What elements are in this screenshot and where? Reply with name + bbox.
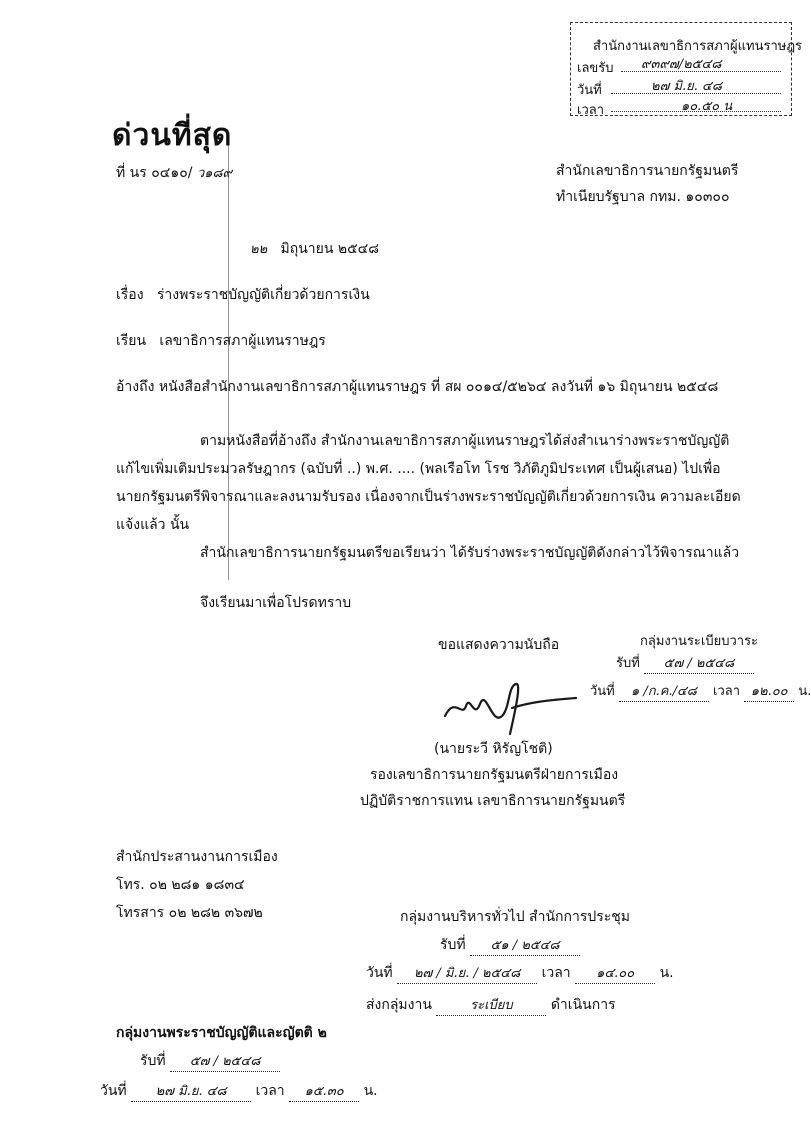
reference-line: อ้างถึง หนังสือสำนักงานเลขาธิการสภาผู้แทนราษฎร ที่ สผ ๐๐๑๔/๕๒๖๔ ลงวันที่ ๑๖ มิถุนายน ๒๕๔๘ <box>116 379 719 395</box>
admin-forward <box>366 994 616 1016</box>
subject-line: เรื่อง ร่างพระราชบัญญัติเกี่ยวด้วยการเงิน <box>116 287 370 303</box>
body-p3: จึงเรียนมาเพื่อโปรดทราบ <box>200 595 352 611</box>
bill-date <box>100 1080 378 1102</box>
letter-date <box>250 238 379 260</box>
registry-no-value: ๕๗ / ๒๕๔๘ <box>644 652 754 674</box>
stamp-time-label: เวลา <box>577 103 605 118</box>
registry-time-value: ๑๒.๐๐ <box>744 680 794 702</box>
body-p1-line1: ตามหนังสือที่อ้างถึง สำนักงานเลขาธิการสภาผู้แทนราษฎรได้ส่งสำเนาร่างพระราชบัญญัติ <box>200 433 730 449</box>
signer-name: (นายระวี หิรัญโชติ) <box>434 741 553 757</box>
body-p1-line2: แก้ไขเพิ่มเติมประมวลรัษฎากร (ฉบับที่ ..) พ.ศ. .... (พลเรือโท โรช วิภัติภูมิประเทศ เป็นผู้เสนอ) ไปเพื่อ <box>116 461 721 477</box>
bill-no-label: รับที่ <box>140 1053 166 1069</box>
ref-number-hand: ว๑๘๙ <box>196 166 233 181</box>
admin-forward-value: ระเบียบ <box>436 994 546 1016</box>
admin-forward-label: ส่งกลุ่มงาน <box>366 997 432 1013</box>
sender-line1: สำนักเลขาธิการนายกรัฐมนตรี <box>556 163 739 179</box>
registry-date <box>590 680 811 702</box>
bill-no-value: ๕๗ / ๒๕๔๘ <box>170 1050 280 1072</box>
body-p1-line4: แจ้งแล้ว นั้น <box>116 517 190 533</box>
stamp-date-label: วันที่ <box>577 83 602 98</box>
admin-forward-suffix: ดำเนินการ <box>550 997 616 1013</box>
body-p2: สำนักเลขาธิการนายกรัฐมนตรีขอเรียนว่า ได้รับร่างพระราชบัญญัติดังกล่าวไว้พิจารณาแล้ว <box>200 545 740 561</box>
registry-title: กลุ่มงานระเบียบวาระ <box>640 634 759 649</box>
closing: ขอแสดงความนับถือ <box>438 637 560 653</box>
bill-no <box>140 1050 280 1072</box>
admin-no <box>440 934 580 956</box>
admin-title: กลุ่มงานบริหารทั่วไป สำนักการประชุม <box>400 909 631 925</box>
fold-line <box>228 140 229 580</box>
ref-number <box>116 162 232 184</box>
stamp-no-label: เลขรับ <box>577 61 614 76</box>
date-day: ๒๒ <box>250 242 268 257</box>
signature <box>440 676 580 736</box>
stamp-office: สำนักงานเลขาธิการสภาผู้แทนราษฎร <box>593 39 803 54</box>
bill-time-label: เวลา <box>255 1083 285 1099</box>
bill-time-suffix: น. <box>363 1083 378 1099</box>
contact-office: สำนักประสานงานการเมือง <box>116 849 278 865</box>
admin-date-value: ๒๗ / มิ.ย. / ๒๕๔๘ <box>397 962 537 984</box>
admin-no-value: ๕๑ / ๒๕๔๘ <box>470 934 580 956</box>
signer-position2: ปฏิบัติราชการแทน เลขาธิการนายกรัฐมนตรี <box>360 793 626 809</box>
registry-date-value: ๑ /ก.ค./๔๘ <box>619 680 709 702</box>
admin-time-value: ๑๔.๐๐ <box>575 962 655 984</box>
bill-title: กลุ่มงานพระราชบัญญัติและญัตติ ๒ <box>116 1025 327 1041</box>
stamp-time-value: ๑๐.๕๐ น <box>681 99 733 114</box>
ref-number-text: ที่ นร ๐๔๑๐/ <box>116 165 193 181</box>
body-p1-line3: นายกรัฐมนตรีพิจารณาและลงนามรับรอง เนื่องจากเป็นร่างพระราชบัญญัติเกี่ยวด้วยการเงิน ความละเอียด <box>116 489 741 505</box>
registry-no-label: รับที่ <box>616 656 640 671</box>
registry-date-label: วันที่ <box>590 684 615 699</box>
addressee-line: เรียน เลขาธิการสภาผู้แทนราษฎร <box>116 333 326 349</box>
stamp-date-value: ๒๗ มิ.ย. ๔๘ <box>651 79 722 94</box>
bill-date-label: วันที่ <box>100 1083 127 1099</box>
stamp-no-value: ๙๓๙๗/๒๕๔๘ <box>641 57 722 72</box>
admin-time-suffix: น. <box>659 965 674 981</box>
sender-line2: ทำเนียบรัฐบาล กทม. ๑๐๓๐๐ <box>556 189 730 205</box>
signer-position1: รองเลขาธิการนายกรัฐมนตรีฝ่ายการเมือง <box>370 767 619 783</box>
registry-suffix: น. <box>798 684 811 699</box>
admin-time-label: เวลา <box>541 965 571 981</box>
date-rest: มิถุนายน ๒๕๔๘ <box>280 241 380 257</box>
contact-fax: โทรสาร ๐๒ ๒๘๒ ๓๖๗๒ <box>116 905 263 921</box>
receipt-stamp-top <box>570 22 803 118</box>
registry-time-label: เวลา <box>713 684 741 699</box>
registry-no <box>616 652 754 674</box>
bill-date-value: ๒๗ มิ.ย. ๔๘ <box>131 1080 251 1102</box>
admin-date <box>366 962 674 984</box>
admin-no-label: รับที่ <box>440 937 466 953</box>
bill-time-value: ๑๕.๓๐ <box>289 1080 359 1102</box>
admin-date-label: วันที่ <box>366 965 393 981</box>
urgency-heading: ด่วนที่สุด <box>112 118 233 153</box>
contact-tel: โทร. ๐๒ ๒๘๑ ๑๘๓๔ <box>116 877 245 893</box>
